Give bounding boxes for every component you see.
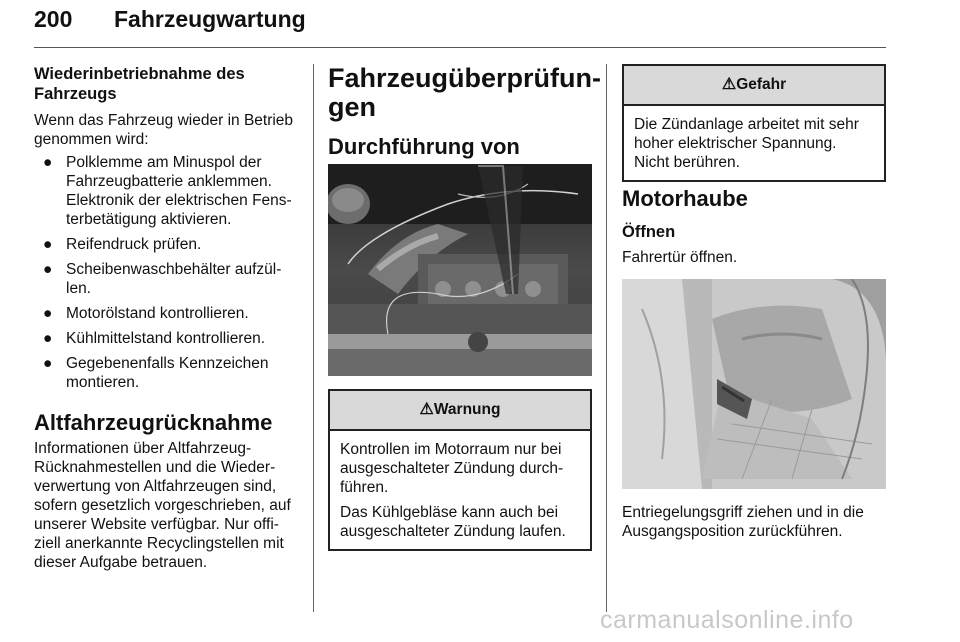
chapter-title: Fahrzeugwartung — [114, 6, 306, 32]
work-subtitle: Durchführung von — [328, 134, 520, 159]
warning-label: Warnung — [433, 401, 501, 418]
inspection-title-line1: Fahrzeugüberprüfun- — [328, 63, 601, 93]
danger-label: Gefahr — [736, 76, 787, 93]
warning-header — [330, 391, 590, 431]
inspection-title-line2: gen — [328, 92, 377, 122]
warning-text-1: Kontrollen im Motorraum nur bei ausgeschalteter Zündung durch-führen. — [340, 441, 564, 496]
bullet-icon: ● — [43, 330, 53, 347]
open-subheading: Öffnen — [622, 223, 676, 241]
watermark: carmanualsonline.info — [600, 606, 854, 634]
bullet-icon: ● — [43, 154, 53, 171]
warning-triangle-icon: ⚠ — [419, 401, 434, 418]
release-lever-image — [622, 279, 886, 489]
danger-header — [624, 66, 884, 106]
page-number: 200 — [34, 6, 73, 32]
list-item: ● Reifendruck prüfen. — [43, 236, 202, 253]
header-rule — [34, 47, 886, 48]
hood-section — [622, 186, 886, 267]
page-header — [34, 6, 886, 50]
list-item: ● Polklemme am Minuspol der Fahrzeugbatterie anklemmen. Elektronik der elektrischen Fens-terbetätigung aktivieren. — [43, 154, 292, 228]
list-item: ● Motorölstand kontrollieren. — [43, 305, 249, 322]
recycling-text: Informationen über Altfahrzeug-Rücknahmestellen und die Wieder-verwertung von Altfahrzeugen sind, sofern gesetzlich vorgeschrieben, auf unserer Website verfügbar. Nur offi-ziell anerkannte Recyclingstellen mit dieser Aufgabe betrauen. — [34, 440, 291, 571]
danger-text: Die Zündanlage arbeitet mit sehr hoher elektrischer Spannung. Nicht berühren. — [634, 116, 859, 171]
recommission-heading: Wiederinbetriebnahme des Fahrzeugs — [34, 65, 245, 103]
list-item: ● Gegebenenfalls Kennzeichen montieren. — [43, 355, 269, 391]
column-divider-1 — [313, 64, 314, 612]
danger-body — [624, 106, 884, 180]
warning-text-2: Das Kühlgebläse kann auch bei ausgeschalteter Zündung laufen. — [340, 504, 566, 540]
warning-body — [330, 431, 590, 549]
bullet-icon: ● — [43, 236, 53, 253]
release-step — [622, 503, 886, 541]
danger-box — [622, 64, 886, 182]
list-item: ● Scheibenwaschbehälter aufzül-len. — [43, 261, 282, 297]
hood-heading: Motorhaube — [622, 186, 748, 211]
step-open-door: Fahrertür öffnen. — [622, 249, 738, 266]
column-divider-2 — [606, 64, 607, 612]
warning-triangle-icon: ⚠ — [721, 76, 737, 93]
recommission-list — [34, 153, 300, 392]
engine-bay-image — [328, 164, 592, 376]
column-left — [34, 64, 300, 572]
list-item: ● Kühlmittelstand kontrollieren. — [43, 330, 266, 347]
recycling-heading: Altfahrzeugrücknahme — [34, 410, 273, 435]
bullet-icon: ● — [43, 261, 53, 278]
bullet-icon: ● — [43, 305, 53, 322]
warning-box — [328, 389, 592, 551]
recommission-intro: Wenn das Fahrzeug wieder in Betrieb genommen wird: — [34, 112, 294, 148]
bullet-icon: ● — [43, 355, 53, 372]
step-pull-release: Entriegelungsgriff ziehen und in die Ausgangsposition zurückführen. — [622, 504, 864, 540]
